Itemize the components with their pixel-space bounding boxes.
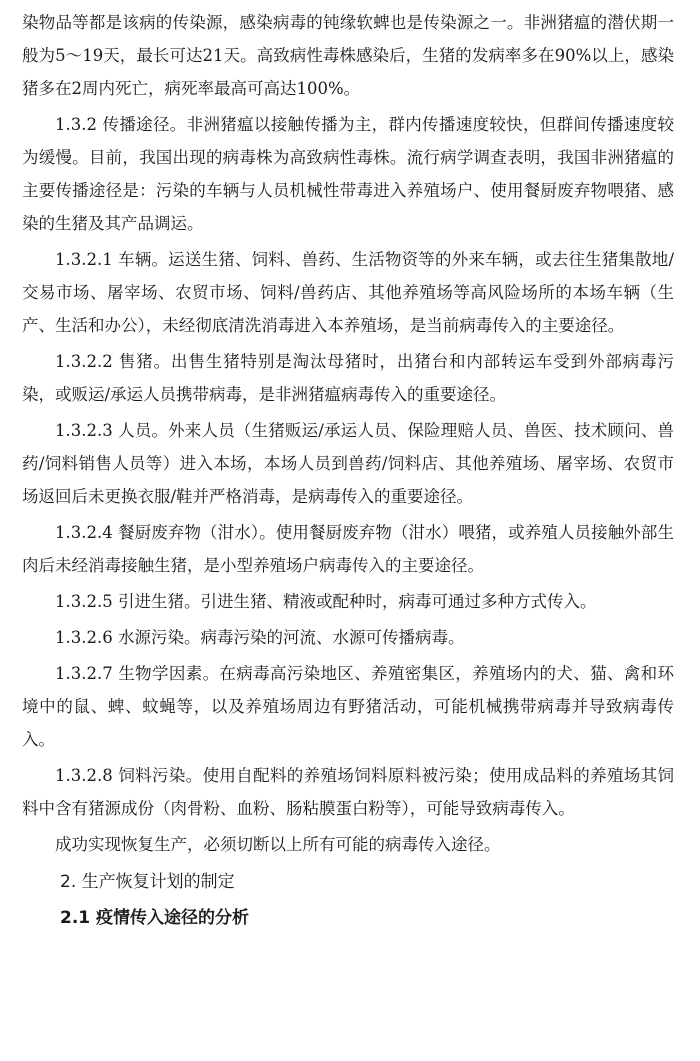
paragraph-1-3-2-6-water-contamination: 1.3.2.6 水源污染。病毒污染的河流、水源可传播病毒。 bbox=[55, 628, 465, 647]
paragraph-1-3-2-5-introduced-pigs: 1.3.2.5 引进生猪。引进生猪、精液或配种时，病毒可通过多种方式传入。 bbox=[55, 592, 597, 611]
paragraph-conclusion: 成功实现恢复生产，必须切断以上所有可能的病毒传入途径。 bbox=[55, 835, 501, 854]
subsection-heading-2-1: 2.1 疫情传入途径的分析 bbox=[60, 908, 250, 928]
paragraph-1-3-2-7-biological-factors: 1.3.2.7 生物学因素。在病毒高污染地区、养殖密集区，养殖场内的犬、猫、禽和环境中的鼠、蜱、蚊蝇等，以及养殖场周边有野猪活动，可能机械携带病毒并导致病毒传入。 bbox=[22, 664, 674, 749]
paragraph-1-3-2-2-pig-sales: 1.3.2.2 售猪。出售生猪特别是淘汰母猪时，出猪台和内部转运车受到外部病毒污染，或贩运/承运人员携带病毒，是非洲猪瘟病毒传入的重要途径。 bbox=[22, 352, 674, 404]
paragraph-1-3-2-transmission-routes: 1.3.2 传播途径。非洲猪瘟以接触传播为主，群内传播速度较快，但群间传播速度较为缓慢。目前，我国出现的病毒株为高致病性毒株。流行病学调查表明，我国非洲猪瘟的主要传播途径是：污染的车辆与人员机械性带毒进入养殖场户、使用餐厨废弃物喂猪、感染的生猪及其产品调运。 bbox=[22, 115, 674, 233]
paragraph-1-3-2-8-feed-contamination: 1.3.2.8 饲料污染。使用自配料的养殖场饲料原料被污染；使用成品料的养殖场其饲料中含有猪源成份（肉骨粉、血粉、肠粘膜蛋白粉等），可能导致病毒传入。 bbox=[22, 766, 674, 818]
paragraph-1-3-2-3-personnel: 1.3.2.3 人员。外来人员（生猪贩运/承运人员、保险理赔人员、兽医、技术顾问、兽药/饲料销售人员等）进入本场，本场人员到兽药/饲料店、其他养殖场、屠宰场、农贸市场返回后未更换衣服/鞋并严格消毒，是病毒传入的重要途径。 bbox=[22, 421, 674, 506]
paragraph-source-and-incubation: 染物品等都是该病的传染源，感染病毒的钝缘软蜱也是传染源之一。非洲猪瘟的潜伏期一般为5～19天，最长可达21天。高致病性毒株感染后，生猪的发病率多在90%以上，感染猪多在2周内死亡，病死率最高可高达100%。 bbox=[22, 13, 674, 98]
paragraph-1-3-2-4-kitchen-waste: 1.3.2.4 餐厨废弃物（泔水）。使用餐厨废弃物（泔水）喂猪，或养殖人员接触外部生肉后未经消毒接触生猪，是小型养殖场户病毒传入的主要途径。 bbox=[22, 523, 674, 575]
section-heading-2: 2. 生产恢复计划的制定 bbox=[60, 872, 235, 892]
paragraph-1-3-2-1-vehicles: 1.3.2.1 车辆。运送生猪、饲料、兽药、生活物资等的外来车辆，或去往生猪集散地/交易市场、屠宰场、农贸市场、饲料/兽药店、其他养殖场等高风险场所的本场车辆（生产、生活和办公），未经彻底清洗消毒进入本养殖场，是当前病毒传入的主要途径。 bbox=[22, 250, 674, 335]
